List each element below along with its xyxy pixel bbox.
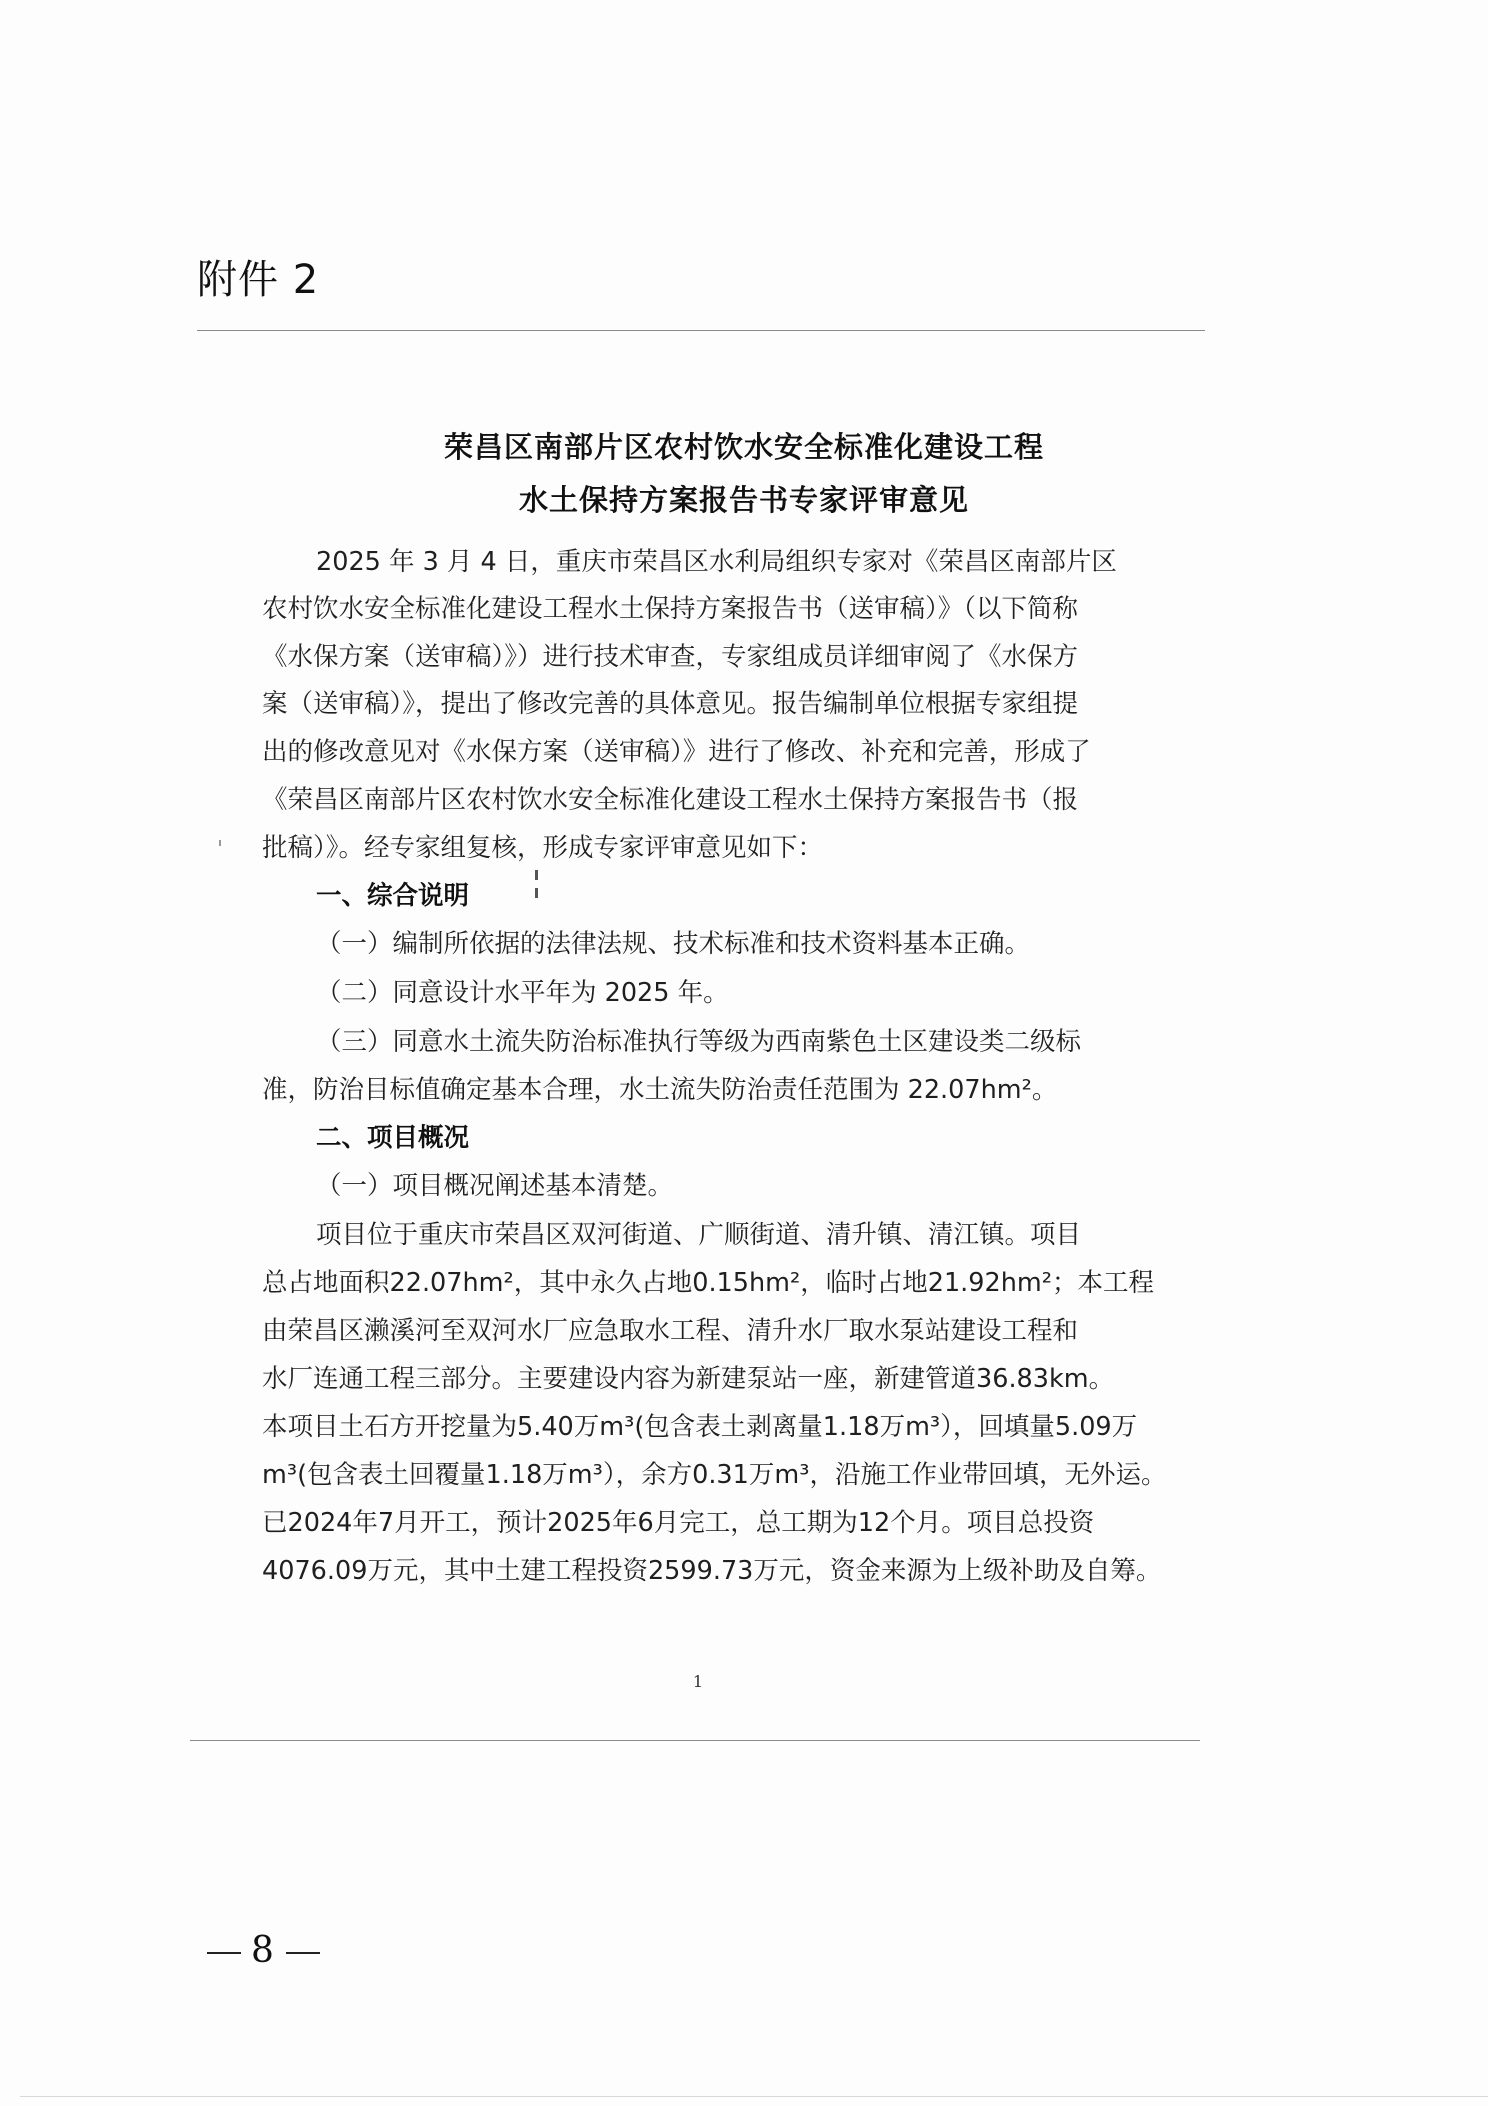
folio-dash-right [286, 1952, 320, 1954]
paragraph-line: 项目位于重庆市荣昌区双河街道、广顺街道、清升镇、清江镇。项目 [316, 1220, 1082, 1250]
footer-rule [190, 1740, 1200, 1741]
paragraph-line: 2025 年 3 月 4 日，重庆市荣昌区水利局组织专家对《荣昌区南部片区 [316, 547, 1117, 577]
scan-speck [535, 888, 538, 898]
paragraph-line: 已2024年7月开工，预计2025年6月完工，总工期为12个月。项目总投资 [262, 1508, 1095, 1538]
section-heading-1: 一、综合说明 [316, 881, 470, 911]
paragraph-line: 案（送审稿）》，提出了修改完善的具体意见。报告编制单位根据专家组提 [262, 689, 1079, 719]
scan-edge-line [20, 2096, 1488, 2097]
list-item: （一）项目概况阐述基本清楚。 [316, 1171, 674, 1201]
list-item: （三）同意水土流失防治标准执行等级为西南紫色土区建设类二级标 [316, 1027, 1082, 1057]
paragraph-line: 出的修改意见对《水保方案（送审稿）》进行了修改、补充和完善，形成了 [262, 737, 1091, 767]
list-item: （二）同意设计水平年为 2025 年。 [316, 978, 729, 1008]
paragraph-line: 准，防治目标值确定基本合理，水土流失防治责任范围为 22.07hm²。 [262, 1075, 1058, 1105]
paragraph-line: 总占地面积22.07hm²，其中永久占地0.15hm²，临时占地21.92hm²；本工程 [262, 1268, 1154, 1298]
scan-speck [219, 840, 221, 846]
paragraph-line: 《水保方案（送审稿）》）进行技术审查，专家组成员详细审阅了《水保方 [262, 642, 1079, 672]
scan-speck [535, 870, 538, 880]
document-title-line-2: 水土保持方案报告书专家评审意见 [518, 483, 969, 517]
header-rule [197, 330, 1205, 331]
paragraph-line: 本项目土石方开挖量为5.40万m³(包含表土剥离量1.18万m³），回填量5.09万 [262, 1412, 1138, 1442]
section-heading-2: 二、项目概况 [316, 1123, 470, 1153]
list-item: （一）编制所依据的法律法规、技术标准和技术资料基本正确。 [316, 929, 1031, 959]
folio-dash-left [207, 1952, 241, 1954]
paragraph-line: 农村饮水安全标准化建设工程水土保持方案报告书（送审稿）》（以下简称 [262, 594, 1079, 624]
paragraph-line: 批稿）》。经专家组复核，形成专家评审意见如下： [262, 833, 824, 863]
paragraph-line: 4076.09万元，其中土建工程投资2599.73万元，资金来源为上级补助及自筹。 [262, 1556, 1162, 1586]
inner-page-number: 1 [692, 1672, 704, 1691]
paragraph-line: 《荣昌区南部片区农村饮水安全标准化建设工程水土保持方案报告书（报 [262, 785, 1079, 815]
folio-number: 8 [251, 1930, 276, 1971]
attachment-label: 附件 2 [197, 257, 320, 303]
paragraph-line: 水厂连通工程三部分。主要建设内容为新建泵站一座，新建管道36.83km。 [262, 1364, 1115, 1394]
folio [197, 1930, 330, 1971]
document-title-line-1: 荣昌区南部片区农村饮水安全标准化建设工程 [443, 430, 1044, 464]
paragraph-line: 由荣昌区濑溪河至双河水厂应急取水工程、清升水厂取水泵站建设工程和 [262, 1316, 1079, 1346]
paragraph-line: m³(包含表土回覆量1.18万m³），余方0.31万m³，沿施工作业带回填，无外运。 [262, 1460, 1167, 1490]
